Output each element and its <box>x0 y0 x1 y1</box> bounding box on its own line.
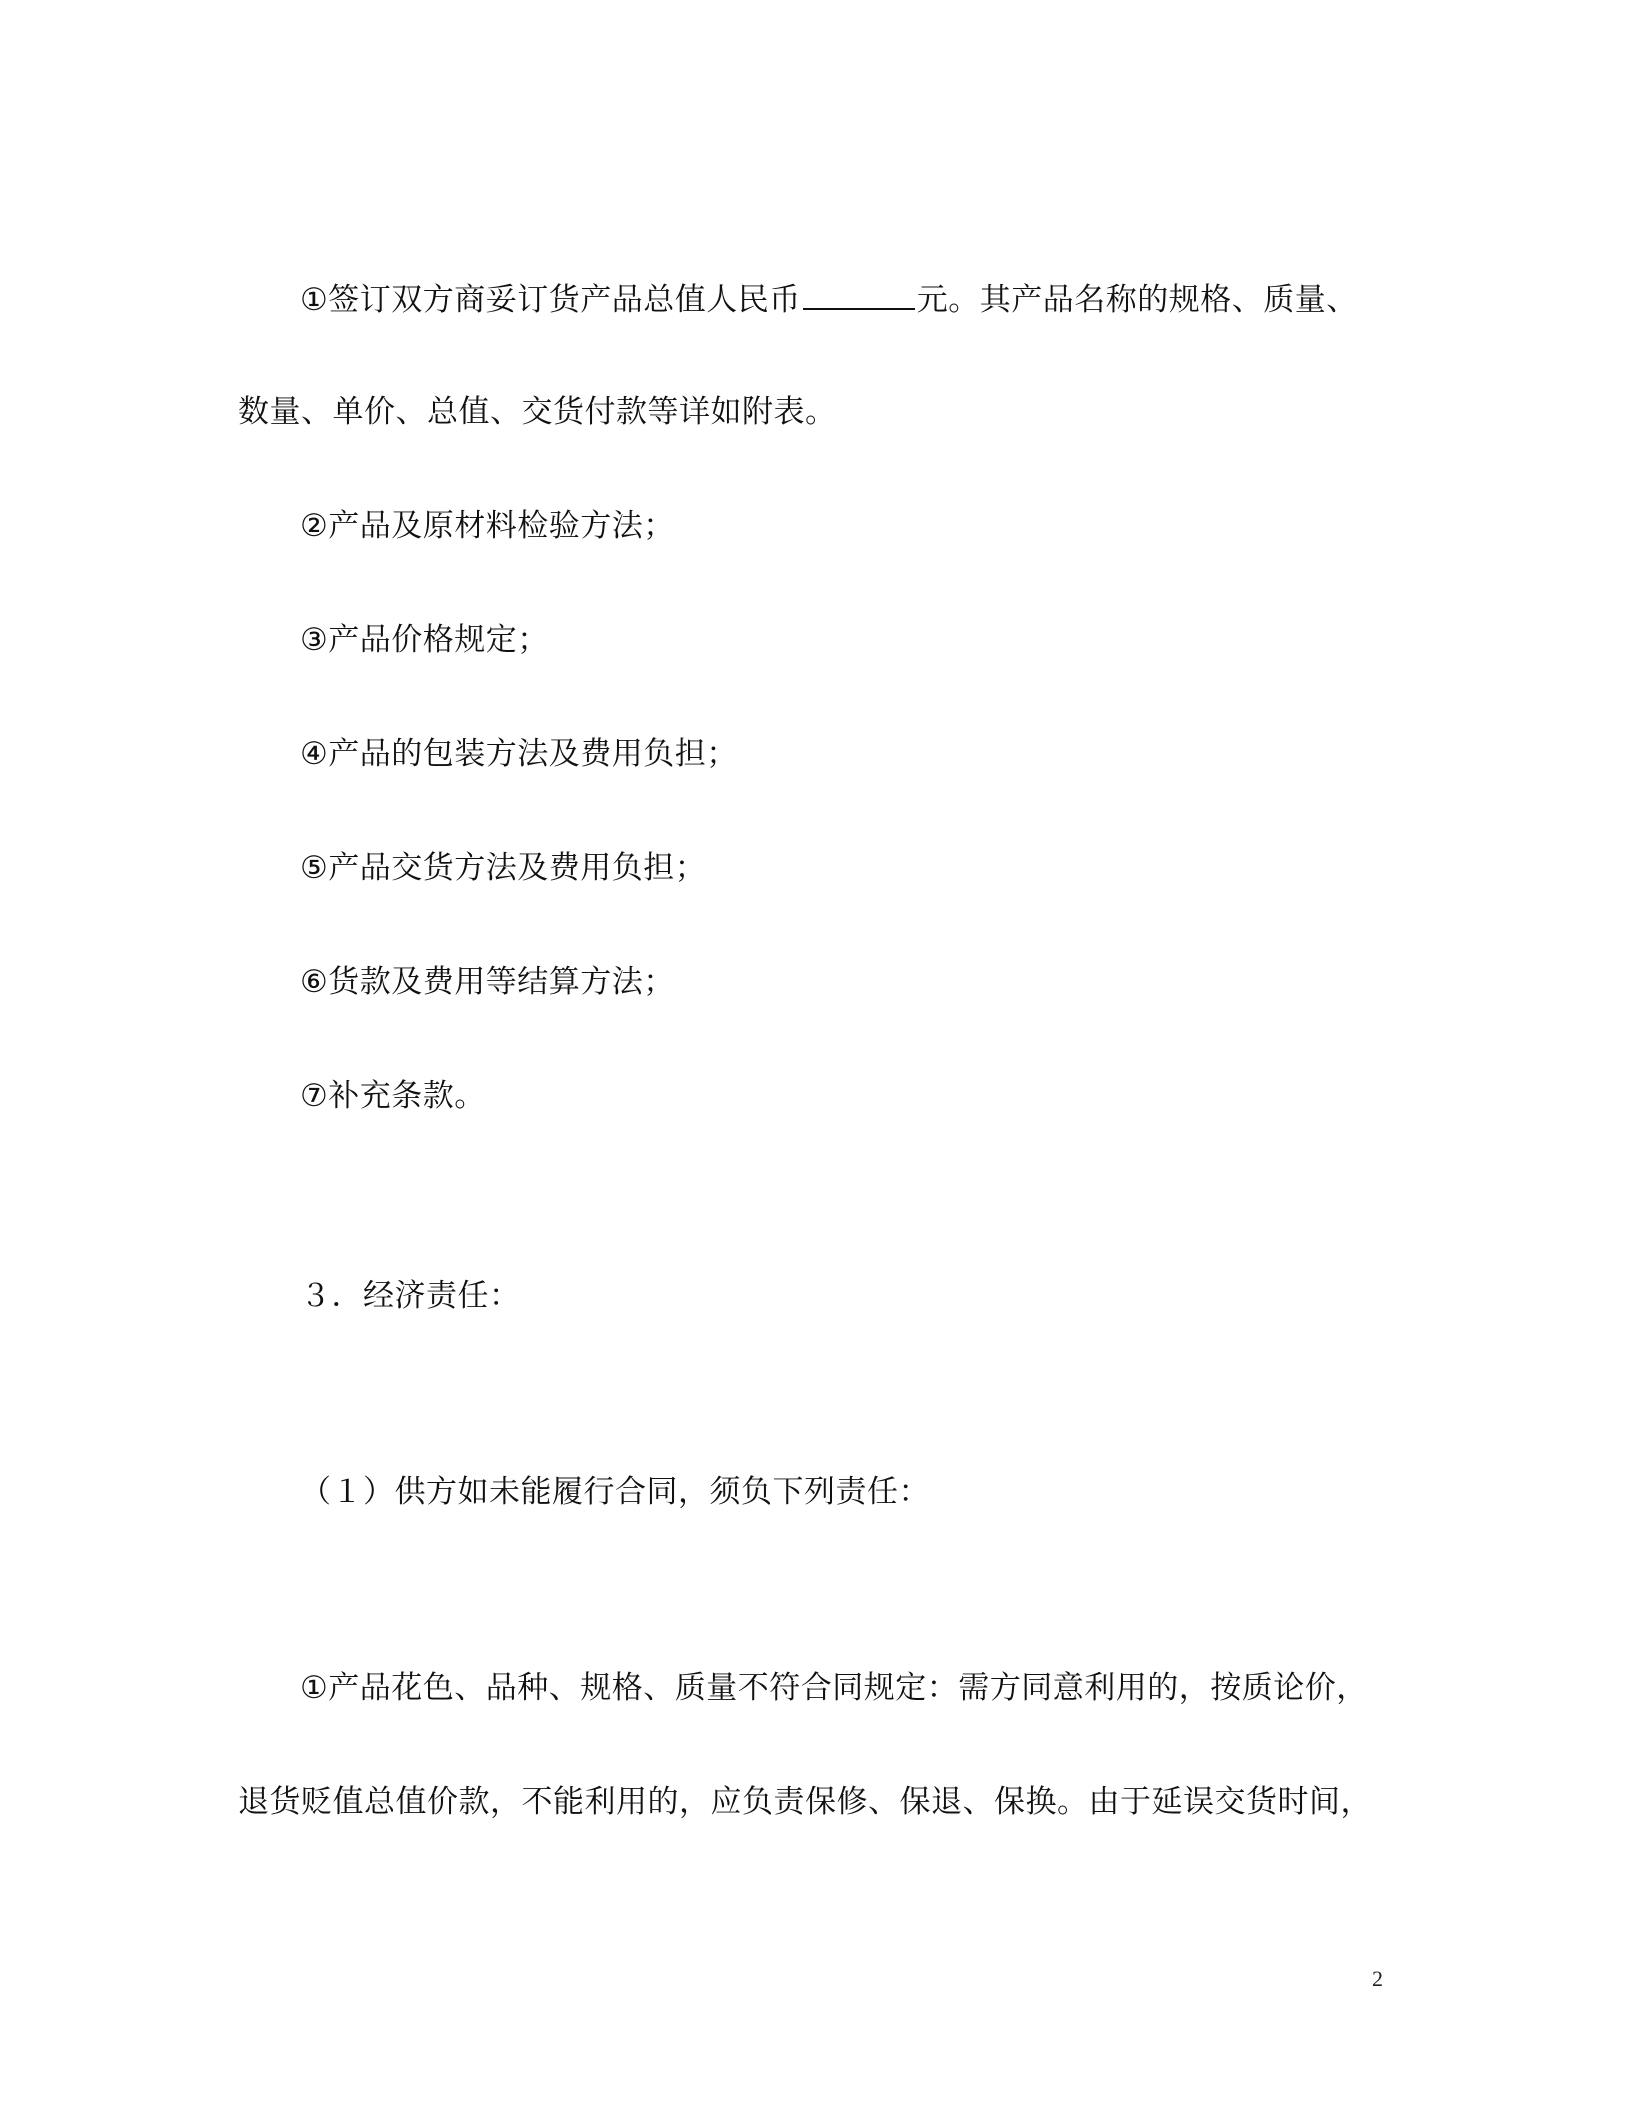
clause-1-text-a: ①签订双方商妥订货产品总值人民币 <box>300 282 801 318</box>
liability-1-line-2: 退货贬值总值价款，不能利用的，应负责保修、保退、保换。由于延误交货时间， <box>238 1784 1372 1820</box>
section-3-heading: ３．经济责任： <box>300 1278 521 1314</box>
clause-4: ④产品的包装方法及费用负担； <box>300 736 738 772</box>
clause-2: ②产品及原材料检验方法； <box>300 508 675 544</box>
clause-6: ⑥货款及费用等结算方法； <box>300 964 675 1000</box>
clause-1-line-1 <box>300 278 1358 320</box>
clause-5: ⑤产品交货方法及费用负担； <box>300 850 707 886</box>
clause-3: ③产品价格规定； <box>300 622 549 658</box>
clause-1-text-b: 元。其产品名称的规格、质量、 <box>916 282 1358 318</box>
page-number: 2 <box>1372 1966 1383 1991</box>
amount-blank-field <box>803 278 915 310</box>
liability-1-line-1: ①产品花色、品种、规格、质量不符合同规定：需方同意利用的，按质论价， <box>300 1670 1368 1706</box>
subsection-1-heading: （１）供方如未能履行合同，须负下列责任： <box>300 1474 930 1510</box>
clause-1-line-2: 数量、单价、总值、交货付款等详如附表。 <box>238 394 837 430</box>
clause-7: ⑦补充条款。 <box>300 1078 486 1114</box>
